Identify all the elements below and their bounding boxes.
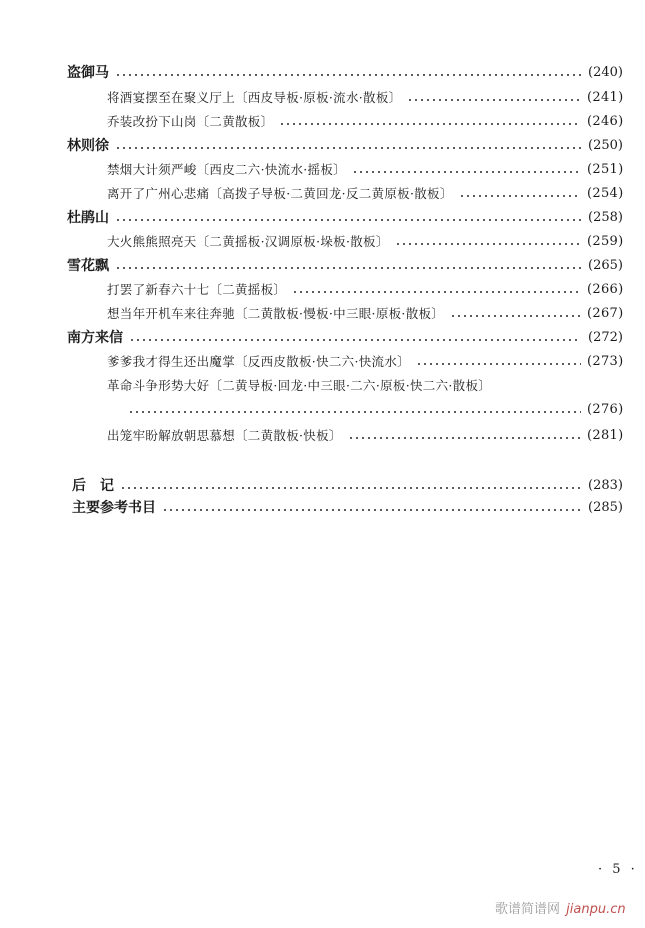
dot-leader <box>129 338 581 342</box>
watermark <box>495 898 626 917</box>
toc-entry-title: 离开了广州心悲痛〔高拨子导板·二黄回龙·反二黄原板·散板〕 <box>107 186 453 201</box>
dot-leader <box>395 242 581 246</box>
toc-entry-aria <box>0 110 645 132</box>
dot-leader <box>348 436 581 440</box>
toc-entry-title: 想当年开机车来往奔驰〔二黄散板·慢板·中三眼·原板·散板〕 <box>107 306 445 321</box>
dot-leader <box>292 290 581 294</box>
dot-leader <box>115 146 581 150</box>
dot-leader <box>450 314 581 318</box>
toc-entry-title: 乔装改扮下山岗〔二黄散板〕 <box>107 114 274 129</box>
dot-leader <box>115 266 581 270</box>
toc-entry-title: 革命斗争形势大好〔二黄导板·回龙·中三眼·二六·原板·快二六·散板〕 <box>107 378 492 393</box>
toc-entry-title: 杜鹃山 <box>67 210 109 226</box>
dot-leader <box>459 194 581 198</box>
toc-entry-continuation <box>0 398 645 420</box>
toc-entry-title: 盗御马 <box>67 65 109 81</box>
toc-entry-title: 出笼牢盼解放朝思慕想〔二黄散板·快板〕 <box>107 428 342 443</box>
toc-entry-title: 林则徐 <box>67 138 109 154</box>
watermark-text: 歌谱简谱网 <box>495 902 561 917</box>
toc-entry-page: (276) <box>587 401 624 417</box>
toc-entry-title: 大火熊熊照亮天〔二黄摇板·汉调原板·垛板·散板〕 <box>107 234 389 249</box>
toc-entry-aria <box>0 350 645 372</box>
dot-leader <box>416 362 581 366</box>
toc-entry-aria <box>0 182 645 204</box>
dot-leader <box>115 218 581 222</box>
toc-entry-bibliography <box>0 496 645 518</box>
toc-entry-page: (266) <box>587 281 624 297</box>
toc-entry-opera <box>0 326 645 348</box>
toc-entry-title: 后 记 <box>72 478 114 494</box>
toc-entry-title: 主要参考书目 <box>72 500 156 516</box>
toc-entry-opera <box>0 61 645 83</box>
dot-leader <box>279 122 581 126</box>
toc-entry-opera <box>0 206 645 228</box>
toc-entry-aria <box>0 86 645 108</box>
toc-entry-title: 将酒宴摆至在聚义厅上〔西皮导板·原板·流水·散板〕 <box>107 90 402 105</box>
toc-entry-page: (251) <box>587 161 624 177</box>
toc-entry-title: 打罢了新春六十七〔二黄摇板〕 <box>107 282 287 297</box>
toc-entry-page: (254) <box>587 185 624 201</box>
toc-entry-page: (283) <box>588 477 623 493</box>
dot-leader <box>120 486 581 490</box>
dot-leader <box>115 73 581 77</box>
toc-entry-page: (246) <box>587 113 624 129</box>
toc-entry-page: (285) <box>588 499 623 515</box>
toc-entry-title: 爹爹我才得生还出魔掌〔反西皮散板·快二六·快流水〕 <box>107 354 410 369</box>
toc-entry-aria <box>0 278 645 300</box>
toc-entry-page: (267) <box>587 305 624 321</box>
toc-entry-title: 雪花飘 <box>67 258 109 274</box>
toc-entry-aria <box>0 302 645 324</box>
toc-entry-page: (258) <box>588 209 623 225</box>
toc-entry-title: 南方来信 <box>67 330 123 346</box>
toc-entry-aria-wrapped <box>0 374 645 396</box>
dot-leader <box>128 410 581 414</box>
toc-entry-opera <box>0 254 645 276</box>
toc-entry-title: 禁烟大计须严峻〔西皮二六·快流水·摇板〕 <box>107 162 346 177</box>
toc-entry-page: (259) <box>587 233 624 249</box>
toc-entry-page: (265) <box>588 257 623 273</box>
toc-entry-page: (241) <box>587 89 624 105</box>
dot-leader <box>162 508 581 512</box>
toc-entry-aria <box>0 230 645 252</box>
dot-leader <box>407 98 581 102</box>
toc-entry-page: (273) <box>587 353 624 369</box>
toc-entry-opera <box>0 134 645 156</box>
dot-leader <box>352 170 581 174</box>
toc-entry-page: (240) <box>588 64 623 80</box>
toc-entry-afterword <box>0 474 645 496</box>
page-number: · 5 · <box>598 862 638 877</box>
toc-entry-aria <box>0 424 645 446</box>
toc-entry-aria <box>0 158 645 180</box>
toc-entry-page: (281) <box>587 427 624 443</box>
watermark-url: jianpu.cn <box>566 902 626 917</box>
toc-entry-page: (250) <box>588 137 623 153</box>
toc-entry-page: (272) <box>588 329 623 345</box>
